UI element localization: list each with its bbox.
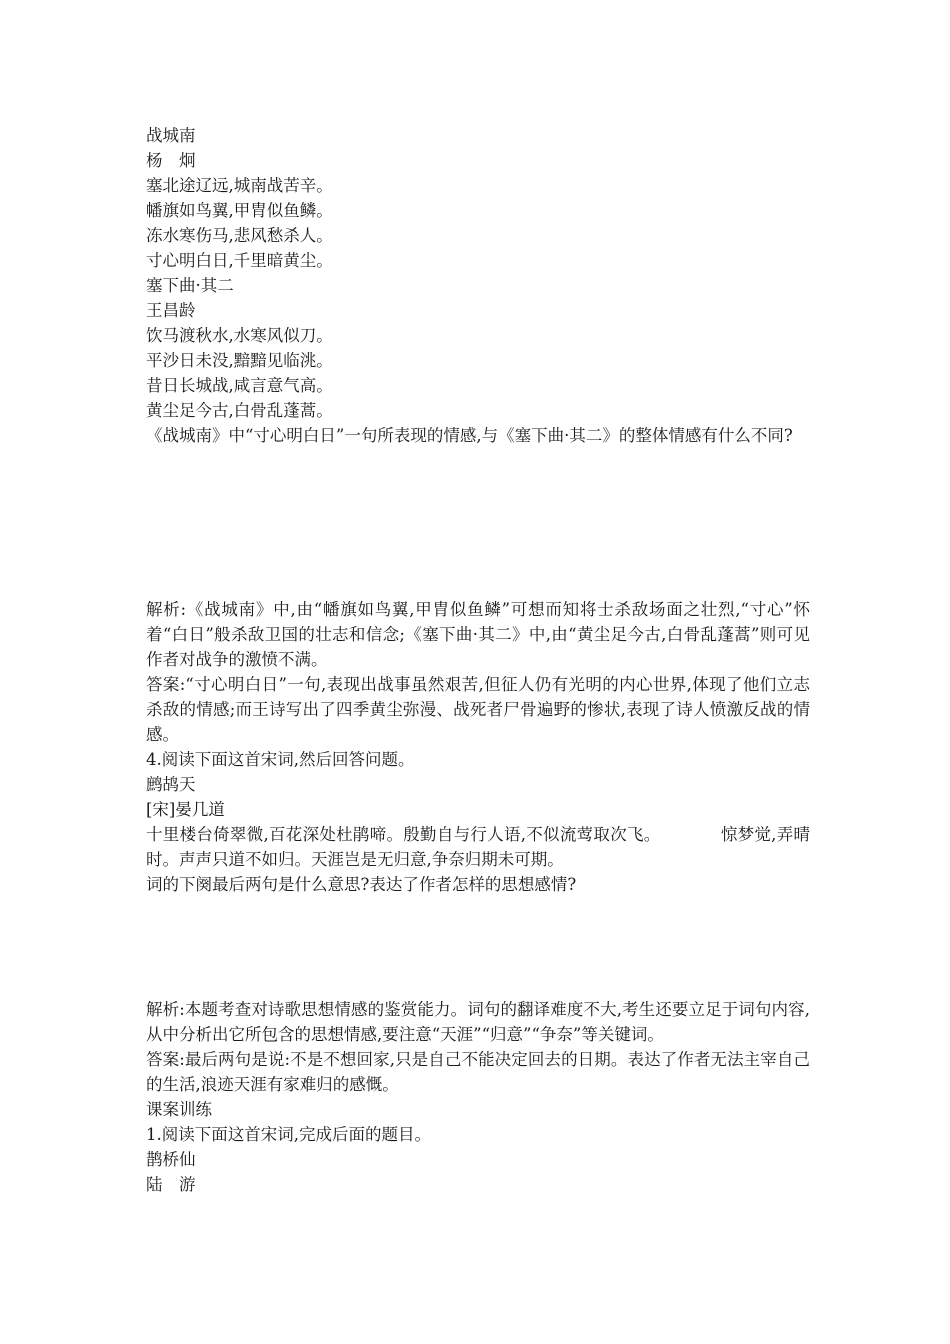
ci-lower-stanza: 惊梦觉,弄晴时。声声只道不如归。天涯岂是无归意,争奈归期未可期。 xyxy=(146,825,810,869)
analysis-3: 解析:《战城南》中,由“幡旗如鸟翼,甲胄似鱼鳞”可想而知将士杀敌场面之壮烈,“寸心”怀着“白日”般杀敌卫国的壮志和信念;《塞下曲·其二》中,由“黄尘足今古,白骨乱蓬蒿”则可见作者对战争的激愤不满。 xyxy=(146,600,810,669)
question-4-prompt: 4.阅读下面这首宋词,然后回答问题。 xyxy=(146,750,415,769)
poem-section xyxy=(146,123,810,448)
answer-section-4 xyxy=(146,997,810,1197)
question-3: 《战城南》中“寸心明白日”一句所表现的情感,与《塞下曲·其二》的整体情感有什么不同? xyxy=(146,426,793,445)
ci-title-2: 鹊桥仙 xyxy=(146,1150,196,1169)
ci-author: [宋]晏几道 xyxy=(146,800,225,819)
ci-title: 鹧鸪天 xyxy=(146,775,196,794)
ci-author-2: 陆 游 xyxy=(146,1175,196,1194)
poem1-line: 幡旗如鸟翼,甲胄似鱼鳞。 xyxy=(146,201,333,220)
ci-upper-stanza: 十里楼台倚翠微,百花深处杜鹃啼。殷勤自与行人语,不似流莺取次飞。 xyxy=(146,825,661,844)
poem1-title: 战城南 xyxy=(146,126,196,145)
question-1-prompt: 1.阅读下面这首宋词,完成后面的题目。 xyxy=(146,1125,431,1144)
question-4: 词的下阕最后两句是什么意思?表达了作者怎样的思想感情? xyxy=(146,875,577,894)
poem2-author: 王昌龄 xyxy=(146,301,196,320)
answer-section-3 xyxy=(146,597,810,897)
poem2-line: 黄尘足今古,白骨乱蓬蒿。 xyxy=(146,401,333,420)
poem2-line: 昔日长城战,咸言意气高。 xyxy=(146,376,333,395)
poem1-line: 塞北途辽远,城南战苦辛。 xyxy=(146,176,333,195)
ci-body xyxy=(146,822,810,872)
poem2-line: 饮马渡秋水,水寒风似刀。 xyxy=(146,326,333,345)
poem1-line: 寸心明白日,千里暗黄尘。 xyxy=(146,251,333,270)
answer-4: 答案:最后两句是说:不是不想回家,只是自己不能决定回去的日期。表达了作者无法主宰自己的生活,浪迹天涯有家难归的感慨。 xyxy=(146,1050,810,1094)
poem2-line: 平沙日未没,黯黯见临洮。 xyxy=(146,351,333,370)
poem1-line: 冻水寒伤马,悲风愁杀人。 xyxy=(146,226,333,245)
answer-3: 答案:“寸心明白日”一句,表现出战事虽然艰苦,但征人仍有光明的内心世界,体现了他们立志杀敌的情感;而王诗写出了四季黄尘弥漫、战死者尸骨遍野的惨状,表现了诗人愤激反战的情感。 xyxy=(146,675,810,744)
poem2-title: 塞下曲·其二 xyxy=(146,276,234,295)
section-heading: 课案训练 xyxy=(146,1100,212,1119)
analysis-4: 解析:本题考查对诗歌思想情感的鉴赏能力。词句的翻译难度不大,考生还要立足于词句内容,从中分析出它所包含的思想情感,要注意“天涯”“归意”“争奈”等关键词。 xyxy=(146,1000,810,1044)
poem1-author: 杨 炯 xyxy=(146,151,196,170)
